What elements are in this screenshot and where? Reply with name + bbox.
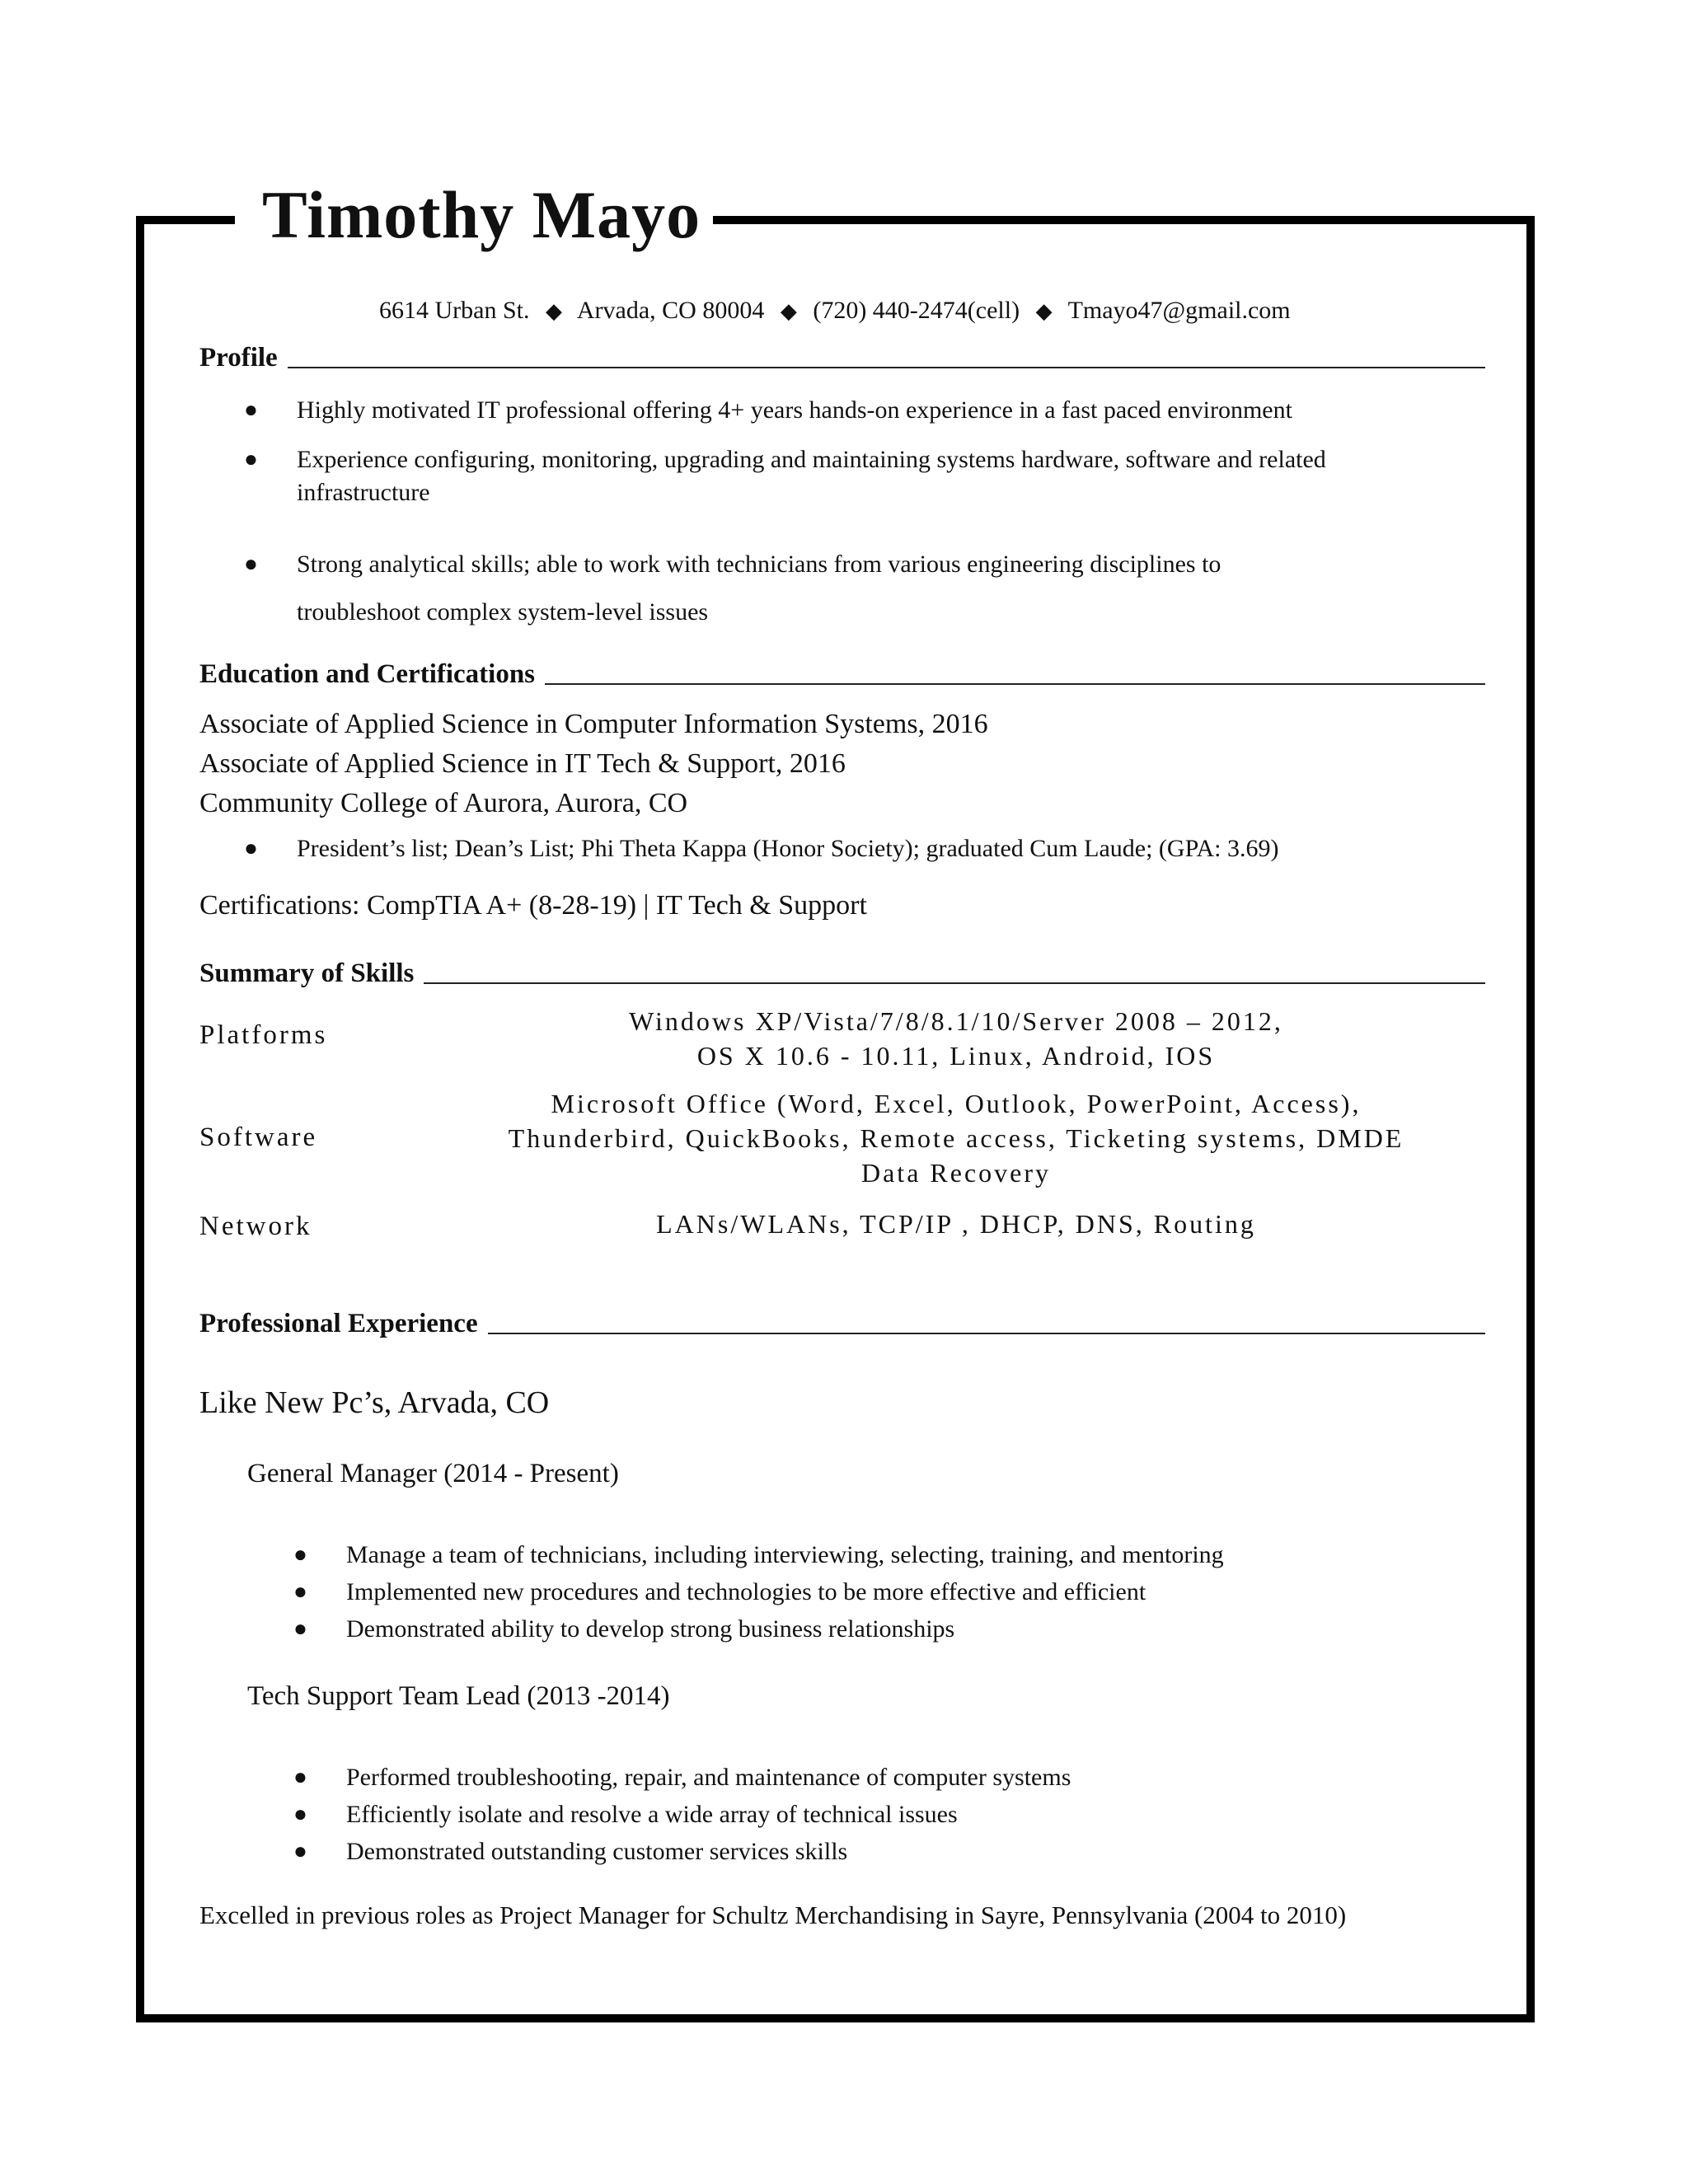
job2-bullets	[293, 1759, 1500, 1870]
bullet-icon: ●	[244, 397, 258, 423]
bullet-icon: ●	[293, 1802, 307, 1827]
list-item-text: troubleshoot complex system-level issues	[297, 598, 709, 626]
list-item-text: Highly motivated IT professional offering 4+ years hands-on experience in a fast paced environment	[297, 396, 1292, 424]
profile-bullets	[244, 541, 1492, 636]
platforms-value	[429, 1004, 1484, 1073]
honors-bullets	[244, 832, 1492, 865]
list-item-text: Demonstrated ability to develop strong business relationships	[346, 1615, 955, 1643]
software-value	[429, 1086, 1484, 1190]
bullet-icon: ●	[293, 1839, 307, 1864]
software-line-1: Microsoft Office (Word, Excel, Outlook, PowerPoint, Access),	[551, 1089, 1362, 1118]
diamond-separator-icon: ◆	[780, 299, 797, 323]
list-item	[244, 394, 1492, 427]
certifications: Certifications: CompTIA A+ (8-28-19) | IT Tech & Support	[199, 890, 867, 921]
frame-left-border	[136, 216, 144, 2022]
previous-roles: Excelled in previous roles as Project Manager for Schultz Merchandising in Sayre, Pennsylvania (2004 to 2010)	[199, 1900, 1347, 1929]
list-item-text: President’s list; Dean’s List; Phi Theta Kappa (Honor Society); graduated Cum Laude; (GPA: 3.69)	[297, 835, 1279, 862]
list-item	[244, 541, 1492, 588]
email[interactable]: Tmayo47@gmail.com	[1067, 297, 1291, 324]
platforms-label: Platforms	[199, 1020, 328, 1050]
list-item	[293, 1573, 1500, 1610]
diamond-separator-icon: ◆	[546, 299, 562, 323]
frame-top-left-border	[136, 216, 235, 224]
list-item-text: Efficiently isolate and resolve a wide array of technical issues	[346, 1801, 958, 1828]
company-name: Like New Pc’s, Arvada, CO	[199, 1385, 550, 1420]
list-item-text: infrastructure	[297, 479, 430, 506]
profile-heading	[199, 344, 1485, 372]
degree-1: Associate of Applied Science in Computer Information Systems, 2016	[199, 709, 988, 739]
bullet-icon: ●	[244, 447, 258, 472]
education-heading	[199, 661, 1485, 688]
experience-heading-label: Professional Experience	[199, 1309, 478, 1338]
bullet-icon: ●	[244, 836, 258, 861]
job-title-2: Tech Support Team Lead (2013 -2014)	[247, 1681, 670, 1711]
list-item	[293, 1536, 1500, 1573]
section-rule	[488, 1333, 1485, 1334]
phone: (720) 440-2474(cell)	[813, 297, 1020, 324]
experience-heading	[199, 1310, 1485, 1338]
bullet-icon: ●	[244, 551, 258, 577]
bullet-icon: ●	[293, 1616, 307, 1642]
section-rule	[288, 367, 1485, 368]
bullet-icon: ●	[293, 1765, 307, 1790]
list-item	[293, 1610, 1500, 1647]
list-item-text: Experience configuring, monitoring, upgrading and maintaining systems hardware, software and related	[297, 446, 1326, 473]
bullet-icon: ●	[293, 1542, 307, 1568]
platforms-line-1: Windows XP/Vista/7/8/8.1/10/Server 2008 – 2012,	[629, 1006, 1283, 1036]
list-item-text: Implemented new procedures and technologies to be more effective and efficient	[346, 1578, 1146, 1605]
software-line-3: Data Recovery	[860, 1158, 1051, 1188]
list-item	[293, 1833, 1500, 1870]
list-item-text: Performed troubleshooting, repair, and maintenance of computer systems	[346, 1764, 1071, 1791]
bullet-icon: ●	[293, 1579, 307, 1605]
skills-heading-label: Summary of Skills	[199, 958, 415, 988]
list-item-continued	[297, 476, 1492, 509]
network-line: LANs/WLANs, TCP/IP , DHCP, DNS, Routing	[656, 1209, 1256, 1239]
address: 6614 Urban St.	[379, 297, 530, 324]
list-item	[244, 443, 1492, 476]
candidate-name: Timothy Mayo	[262, 177, 701, 252]
list-item	[293, 1759, 1500, 1796]
network-label: Network	[199, 1212, 312, 1241]
list-item-text: Demonstrated outstanding customer services skills	[346, 1838, 848, 1865]
software-label: Software	[199, 1122, 318, 1152]
city: Arvada, CO 80004	[576, 297, 765, 324]
frame-top-right-border	[713, 216, 1535, 224]
frame-right-border	[1526, 223, 1535, 2022]
profile-bullets	[244, 394, 1492, 427]
profile-bullets	[244, 443, 1492, 509]
diamond-separator-icon: ◆	[1035, 299, 1053, 323]
job1-bullets	[293, 1536, 1500, 1647]
education-heading-label: Education and Certifications	[199, 659, 536, 689]
network-value	[429, 1207, 1484, 1241]
profile-heading-label: Profile	[199, 343, 278, 373]
list-item-continued	[297, 588, 1492, 636]
list-item-text: Strong analytical skills; able to work with technicians from various engineering disciplines to	[297, 551, 1221, 578]
frame-bottom-border	[136, 2014, 1535, 2022]
skills-heading	[199, 960, 1485, 987]
section-rule	[545, 683, 1485, 685]
list-item-text: Manage a team of technicians, including interviewing, selecting, training, and mentoring	[346, 1541, 1224, 1568]
list-item	[293, 1796, 1500, 1833]
job-title-1: General Manager (2014 - Present)	[247, 1459, 619, 1488]
contact-line	[379, 298, 1291, 323]
degree-2: Associate of Applied Science in IT Tech & Support, 2016	[199, 748, 846, 779]
section-rule	[424, 982, 1485, 984]
list-item	[244, 832, 1492, 865]
platforms-line-2: OS X 10.6 - 10.11, Linux, Android, IOS	[696, 1041, 1216, 1071]
school: Community College of Aurora, Aurora, CO	[199, 788, 688, 818]
software-line-2: Thunderbird, QuickBooks, Remote access, Ticketing systems, DMDE	[508, 1123, 1404, 1153]
